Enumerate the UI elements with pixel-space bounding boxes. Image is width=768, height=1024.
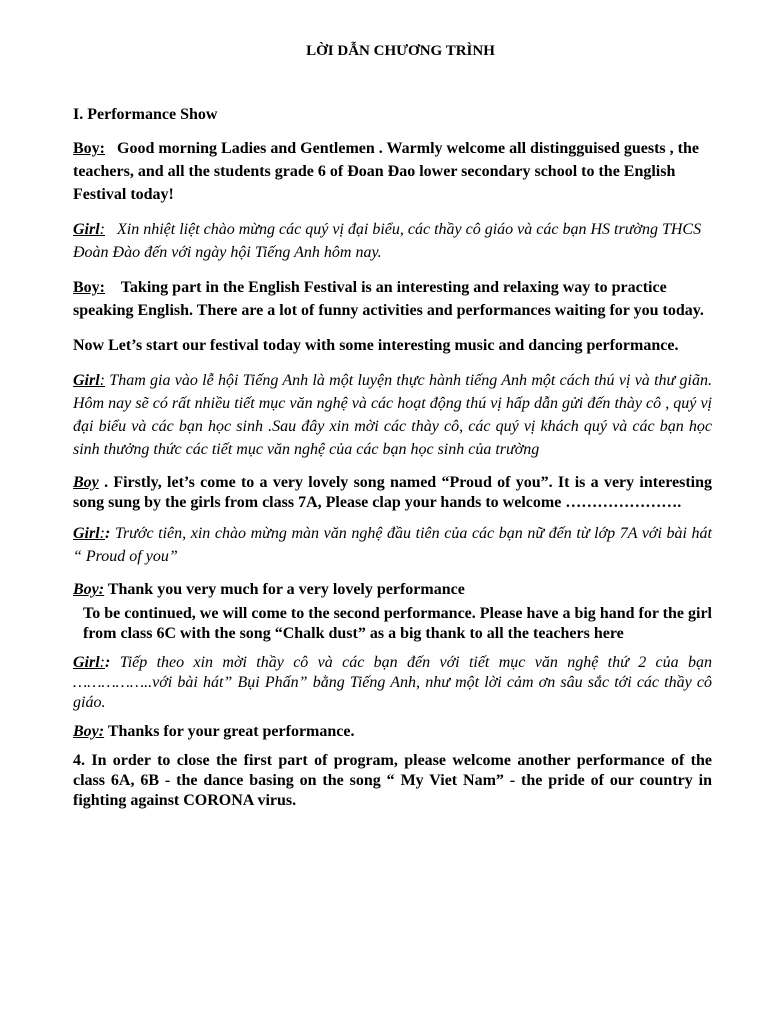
paragraph-close-first-part bbox=[73, 751, 712, 811]
paragraph-girl-festival: Girl: Tham gia vào lễ hội Tiếng Anh là một luyện thực hành tiếng Anh một cách thú vị và thư giãn. Hôm nay sẽ có rất nhiều tiết mục văn nghệ và các hoạt động thú vị hấp dẫn gửi đến thày cô , quý vị đại biểu và các bạn học sinh .Sau đây xin mời các thày cô, các quý vị khách quý và các bạn học sinh thưởng thức các tiết mục văn nghệ của các bạn học sinh của trường bbox=[73, 372, 713, 458]
document-title: LỜI DẪN CHƯƠNG TRÌNH bbox=[306, 43, 495, 59]
paragraph-boy-festival: Boy: Taking part in the English Festival is an interesting and relaxing way to practice speaking English. There are a lot of funny activities and performances waiting for you today. bbox=[73, 279, 704, 319]
paragraph-text: Tiếp theo xin mời thầy cô và các bạn đến với tiết mục văn nghệ thứ 2 của bạn ……………..với bài hát” Bụi Phấn” bằng Tiếng Anh, như một lời cảm ơn sâu sắc tới các thầy cô giáo. bbox=[73, 654, 713, 711]
speaker-label: Boy bbox=[73, 474, 99, 491]
speaker-label: Girl bbox=[73, 654, 100, 671]
paragraph-boy-welcome bbox=[73, 137, 712, 206]
speaker-label: Girl bbox=[73, 372, 100, 389]
speaker-label: Boy bbox=[73, 279, 100, 296]
paragraph-text: Xin nhiệt liệt chào mừng các quý vị đại biểu, các thầy cô giáo và các bạn HS trường THCS Đoàn Đào đến với ngày hội Tiếng Anh hôm nay. bbox=[73, 221, 702, 261]
paragraph-second-performance bbox=[73, 604, 712, 644]
speaker-label: Boy: bbox=[73, 723, 105, 740]
speaker-label: Boy: bbox=[73, 140, 105, 157]
paragraph-text: Thanks for your great performance. bbox=[107, 723, 355, 740]
paragraph-boy-great-performance bbox=[73, 722, 712, 742]
paragraph-text: . Firstly, let’s come to a very lovely song named “Proud of you”. It is a very interesting song sung by the girls from class 7A, Please clap your hands to welcome …………………. bbox=[73, 474, 713, 511]
paragraph-text: Taking part in the English Festival is an interesting and relaxing way to practice speaking English. There are a lot of funny activities and performances waiting for you today. bbox=[73, 279, 704, 319]
section-heading: I. Performance Show bbox=[73, 106, 218, 123]
paragraph-girl-welcome: Girl: Xin nhiệt liệt chào mừng các quý vị đại biểu, các thầy cô giáo và các bạn HS trường THCS Đoàn Đào đến với ngày hội Tiếng Anh hôm nay. bbox=[73, 221, 702, 261]
paragraph-text: To be continued, we will come to the second performance. Please have a big hand for the girl from class 6C with the song “Chalk dust” as a big thank to all the teachers here bbox=[83, 605, 712, 642]
paragraph-start-festival bbox=[73, 334, 712, 357]
paragraph-text: Now Let’s start our festival today with some interesting music and dancing performance. bbox=[73, 337, 679, 354]
paragraph-text: Thank you very much for a very lovely performance bbox=[107, 581, 465, 598]
paragraph-text: Good morning Ladies and Gentlemen . Warmly welcome all distingguised guests , the teachers, and all the students grade 6 of Đoan Đao lower secondary school to the English Festival today! bbox=[73, 140, 699, 203]
paragraph-text: 4. In order to close the first part of program, please welcome another performance of the class 6A, 6B - the dance basing on the song “ My Viet Nam” - the pride of our country in fighting against CORONA virus. bbox=[73, 752, 712, 809]
paragraph-boy-thanks bbox=[73, 580, 712, 600]
speaker-label: Boy: bbox=[73, 581, 105, 598]
paragraph-text: Tham gia vào lễ hội Tiếng Anh là một luyện thực hành tiếng Anh một cách thú vị và thư giãn. Hôm nay sẽ có rất nhiều tiết mục văn nghệ và các hoạt động thú vị hấp dẫn gửi đến thày cô , quý vị đại biểu và các bạn học sinh .Sau đây xin mời các thày cô, các quý vị khách quý và các bạn học sinh thưởng thức các tiết mục văn nghệ của các bạn học sinh của trường bbox=[73, 372, 713, 458]
paragraph-boy-first-song bbox=[73, 473, 712, 513]
paragraph-text: Trước tiên, xin chào mừng màn văn nghệ đầu tiên của các bạn nữ đến từ lớp 7A với bài hát “ Proud of you” bbox=[73, 525, 713, 565]
speaker-label: Girl bbox=[73, 221, 100, 238]
paragraph-girl-second-performance: Girl:: Tiếp theo xin mời thầy cô và các bạn đến với tiết mục văn nghệ thứ 2 của bạn ……………..với bài hát” Bụi Phấn” bằng Tiếng Anh, như một lời cảm ơn sâu sắc tới các thầy cô giáo. bbox=[73, 654, 713, 711]
paragraph-girl-first-song: Girl:: Trước tiên, xin chào mừng màn văn nghệ đầu tiên của các bạn nữ đến từ lớp 7A với bài hát “ Proud of you” bbox=[73, 525, 713, 565]
speaker-label: Girl bbox=[73, 525, 100, 542]
